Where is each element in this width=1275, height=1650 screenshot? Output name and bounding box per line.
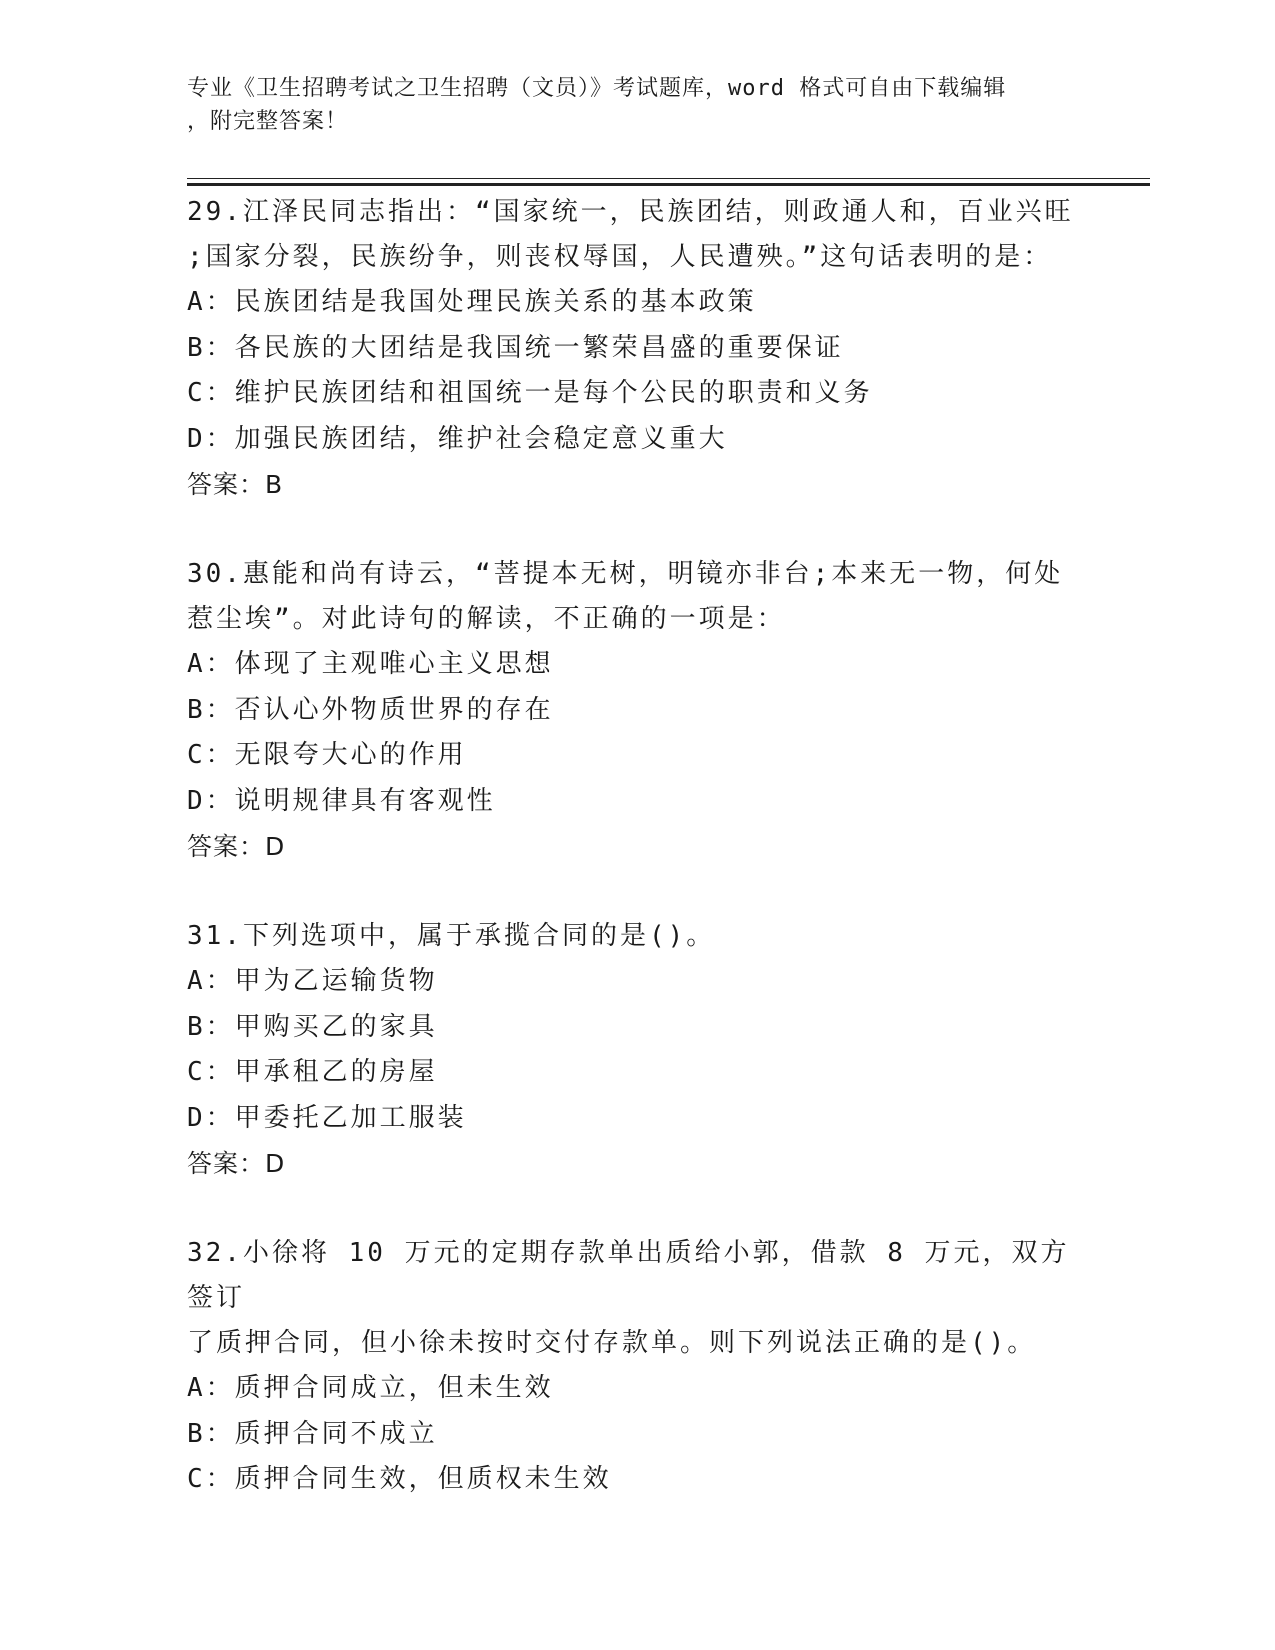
- question-stem-line: 32.小徐将 10 万元的定期存款单出质给小郭，借款 8 万元，双方签订: [187, 1238, 1070, 1313]
- option-c: C：无限夸大心的作用: [187, 740, 467, 770]
- option-b: B：否认心外物质世界的存在: [187, 694, 554, 725]
- header-line-2: ，附完整答案！: [187, 109, 349, 134]
- option-b: B：甲购买乙的家具: [187, 1011, 438, 1042]
- document-header: [187, 72, 1087, 138]
- answer-line: 答案：B: [187, 470, 284, 499]
- question-stem-line: 30.惠能和尚有诗云，“菩提本无树，明镜亦非台;本来无一物，何处: [187, 559, 1064, 589]
- header-rule-thin: [187, 178, 1150, 179]
- question-stem: [187, 914, 1087, 959]
- header-rule-thick: [187, 183, 1150, 186]
- question-stem-line: ;国家分裂，民族纷争，则丧权辱国，人民遭殃。”这句话表明的是：: [187, 242, 1053, 272]
- question-29: [187, 190, 1087, 507]
- option-c: C：维护民族团结和祖国统一是每个公民的职责和义务: [187, 378, 873, 408]
- option-a: A：质押合同成立，但未生效: [187, 1373, 554, 1403]
- question-stem-line: 惹尘埃”。对此诗句的解读，不正确的一项是：: [187, 604, 786, 634]
- option-a: A：甲为乙运输货物: [187, 966, 438, 996]
- question-stem: [187, 552, 1087, 642]
- question-list: [187, 190, 1087, 1503]
- question-stem: [187, 190, 1087, 280]
- question-30: [187, 552, 1087, 869]
- question-stem-line: 31.下列选项中，属于承揽合同的是()。: [187, 921, 716, 951]
- question-31: [187, 914, 1087, 1186]
- question-stem-line: 了质押合同，但小徐未按时交付存款单。则下列说法正确的是()。: [187, 1328, 1037, 1358]
- question-stem: [187, 1231, 1087, 1366]
- option-a: A：体现了主观唯心主义思想: [187, 649, 554, 679]
- option-b: B：各民族的大团结是我国统一繁荣昌盛的重要保证: [187, 332, 844, 363]
- option-a: A：民族团结是我国处理民族关系的基本政策: [187, 287, 757, 317]
- answer-line: 答案：D: [187, 1149, 286, 1178]
- option-d: D：说明规律具有客观性: [187, 785, 496, 816]
- answer-line: 答案：D: [187, 832, 286, 861]
- question-32: [187, 1231, 1087, 1503]
- option-c: C：甲承租乙的房屋: [187, 1057, 438, 1087]
- option-d: D：加强民族团结，维护社会稳定意义重大: [187, 423, 728, 454]
- question-stem-line: 29.江泽民同志指出：“国家统一，民族团结，则政通人和，百业兴旺: [187, 197, 1074, 227]
- option-d: D：甲委托乙加工服装: [187, 1102, 467, 1133]
- option-b: B：质押合同不成立: [187, 1418, 438, 1449]
- option-c: C：质押合同生效，但质权未生效: [187, 1464, 612, 1494]
- header-line-1: 专业《卫生招聘考试之卫生招聘（文员）》考试题库，word 格式可自由下载编辑: [187, 76, 1007, 101]
